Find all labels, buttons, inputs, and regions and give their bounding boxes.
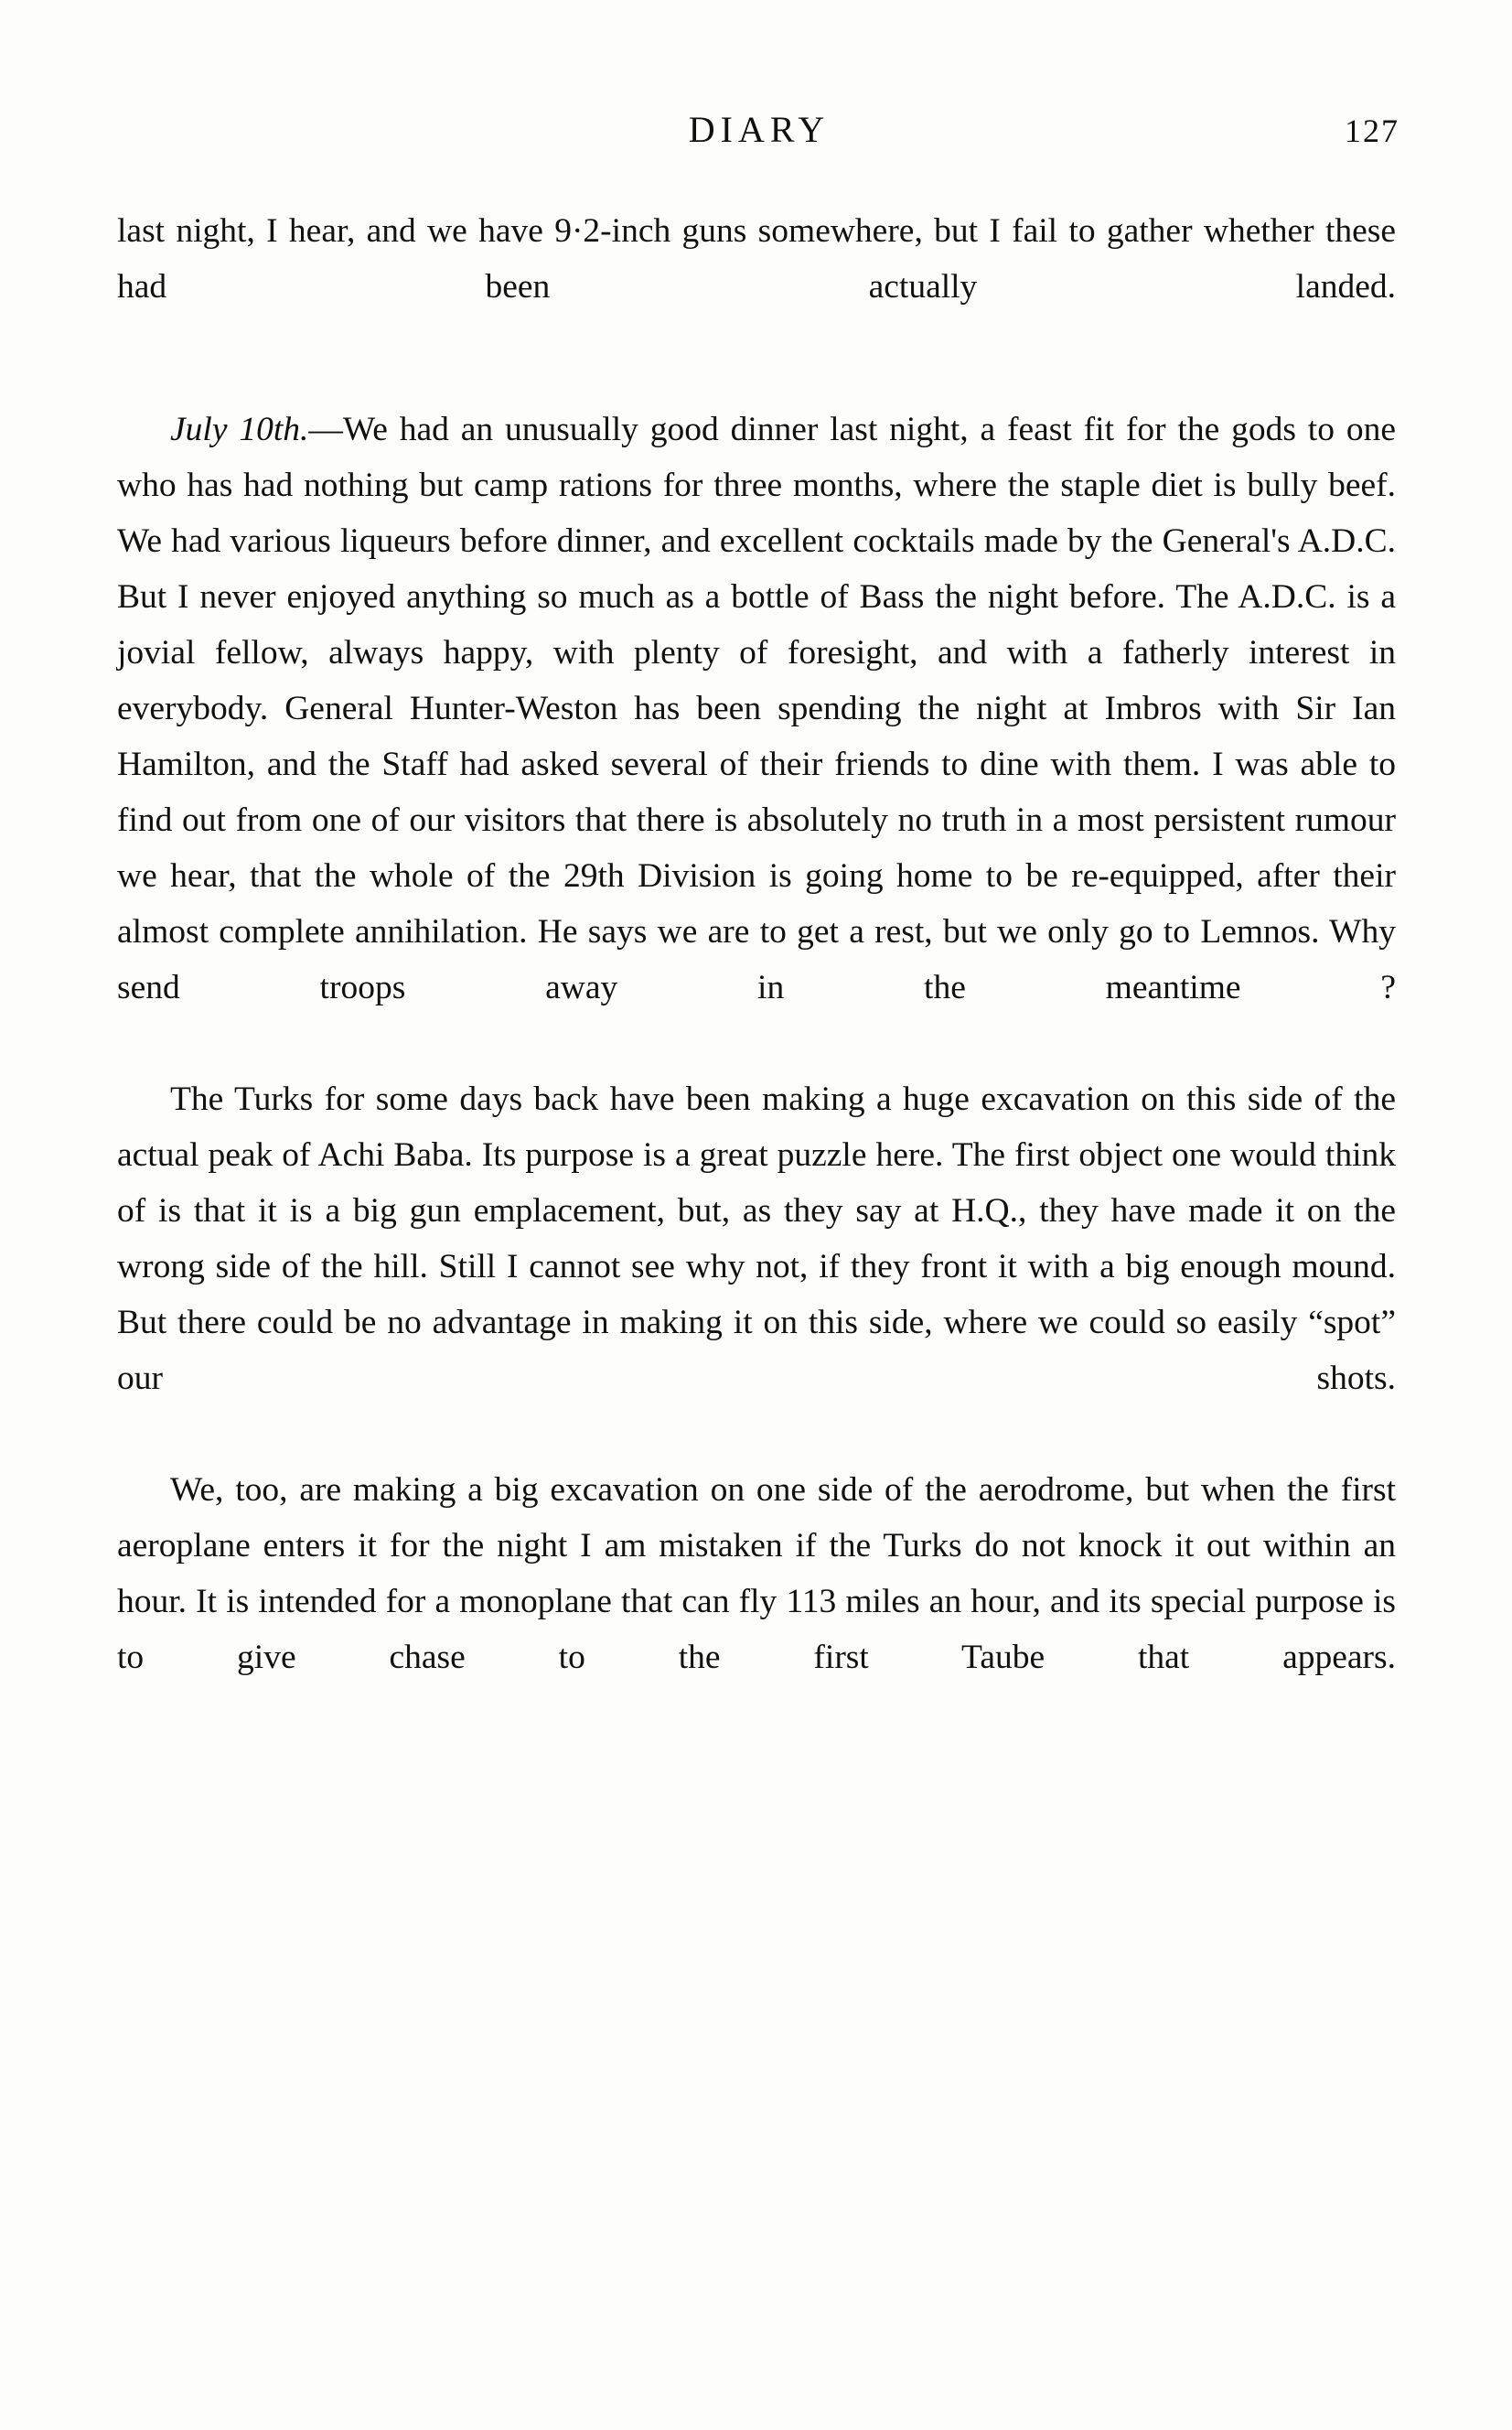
paragraph-text: The Turks for some days back have been making a huge excavation on this side of the actual peak of Achi Baba. Its purpose is a great puzzle here. The first object one would think of is that it is a big gun emplacement, but, as they say at H.Q., they have made it on the wrong side of the hill. Still I cannot see why not, if they front it with a big enough mound. But there could be no advantage in making it on this side, where we could so easily “spot” our shots. [117, 1081, 1396, 1397]
page-number: 127 [1345, 113, 1399, 149]
paragraph-aerodrome [117, 1462, 1396, 1741]
paragraph-continuation [117, 203, 1396, 371]
paragraph-text: —We had an unusually good dinner last night, a feast fit for the gods to one who has had nothing but camp rations for three months, where the staple diet is bully beef. We had various liqueurs before dinner, and excellent cocktails made by the General's A.D.C. But I never enjoyed anything so much as a bottle of Bass the night before. The A.D.C. is a jovial fellow, always happy, with plenty of foresight, and with a fatherly interest in everybody. General Hunter-Weston has been spending the night at Imbros with Sir Ian Hamilton, and the Staff had asked several of their friends to dine with them. I was able to find out from one of our visitors that there is absolutely no truth in a most persistent rumour we hear, that the whole of the 29th Division is going home to be re-equipped, after their almost complete annihilation. He says we are to get a rest, but we only go to Lemnos. Why send troops away in the meantime ? [117, 411, 1396, 1006]
running-title: DIARY [688, 109, 831, 150]
paragraph-text: last night, I hear, and we have 9·2-inch guns somewhere, but I fail to gather whether these had been actually landed. [117, 212, 1396, 306]
paragraph-turks-excavation [117, 1071, 1396, 1462]
paragraph-july-10th [117, 402, 1396, 1071]
paragraph-text: We, too, are making a big excavation on one side of the aerodrome, but when the first aeroplane enters it for the night I am mistaken if the Turks do not knock it out within an hour. It is intended for a monoplane that can fly 113 miles an hour, and its special purpose is to give chase to the first Taube that appears. [117, 1471, 1396, 1676]
diary-date-label: July 10th. [170, 411, 309, 448]
page-header [110, 108, 1409, 163]
body-text [117, 203, 1396, 1741]
